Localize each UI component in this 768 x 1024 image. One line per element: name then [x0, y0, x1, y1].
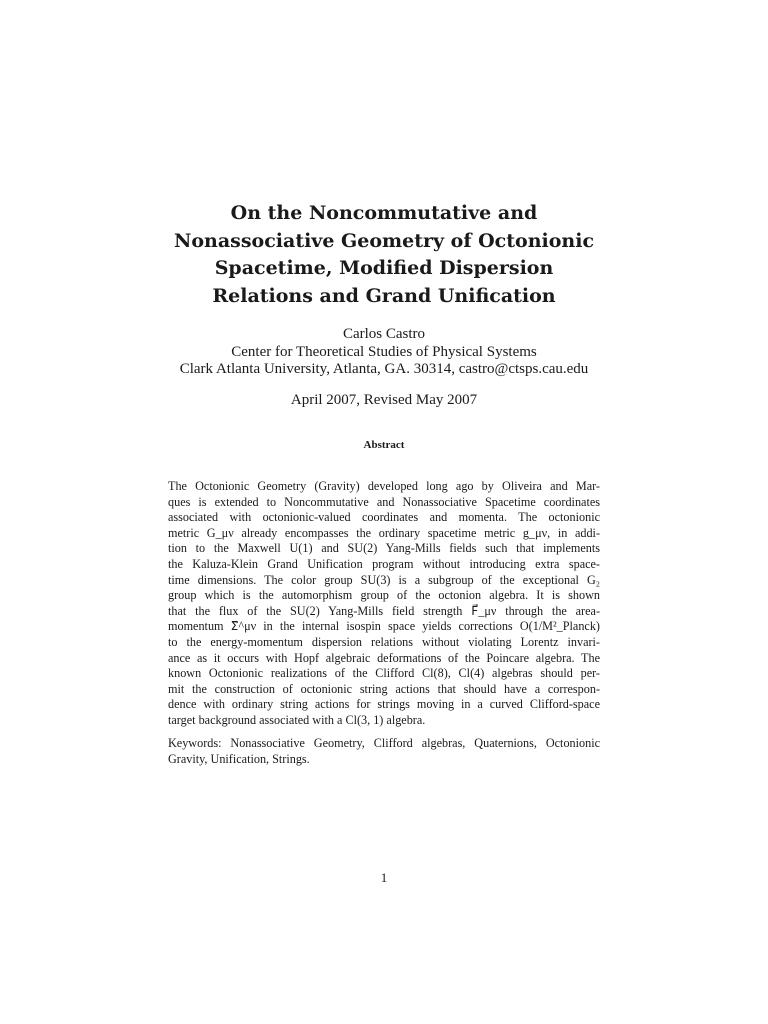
abstract-line: dence with ordinary string actions for strings moving in a curved Clifford-space	[168, 697, 600, 712]
keywords	[168, 736, 600, 767]
paper-title	[0, 200, 768, 310]
abstract-line: associated with octonionic-valued coordinates and momenta. The octonionic	[168, 510, 600, 525]
title-line: Spacetime, Modified Dispersion	[214, 257, 554, 279]
abstract-line: ques is extended to Noncommutative and Nonassociative Spacetime coordinates	[168, 494, 600, 509]
title-line: On the Noncommutative and	[230, 202, 538, 224]
abstract-line: known Octonionic realizations of the Clifford Cl(8), Cl(4) algebras should per-	[168, 666, 600, 681]
author-name: Carlos Castro	[342, 326, 426, 342]
abstract-line: metric G_μν already encompasses the ordinary spacetime metric g_μν, in addi-	[168, 525, 600, 540]
keywords-line: Keywords: Nonassociative Geometry, Clifford algebras, Quaternions, Octonionic	[168, 736, 600, 750]
page-number: 1	[380, 870, 388, 885]
paper-date: April 2007, Revised May 2007	[290, 392, 478, 408]
affiliation-line: Center for Theoretical Studies of Physical Systems	[231, 344, 537, 360]
abstract-line: tion to the Maxwell U(1) and SU(2) Yang-Mills fields such that implements	[168, 541, 600, 556]
title-line: Relations and Grand Unification	[212, 284, 556, 307]
abstract-line: to the energy-momentum dispersion relations without violating Lorentz invari-	[168, 634, 600, 649]
abstract-line: The Octonionic Geometry (Gravity) developed long ago by Oliveira and Mar-	[168, 479, 600, 493]
abstract-line: that the flux of the SU(2) Yang-Mills field strength F⃗_μν through the area-	[168, 603, 600, 618]
keywords-line: Gravity, Unification, Strings.	[168, 751, 310, 766]
abstract-line: momentum Σ⃗^μν in the internal isospin space yields corrections O(1/M²_Planck)	[168, 619, 600, 634]
title-line: Nonassociative Geometry of Octonionic	[173, 229, 595, 252]
abstract-body	[168, 479, 600, 729]
abstract-heading: Abstract	[363, 439, 405, 451]
abstract-line: the Kaluza-Klein Grand Unification program without introducing extra space-	[168, 556, 600, 571]
abstract-line: ance as it occurs with Hopf algebraic deformations of the Poincare algebra. The	[168, 650, 600, 665]
abstract-line: group which is the automorphism group of the octonion algebra. It is shown	[168, 588, 600, 603]
abstract-line: mit the construction of octonionic string actions that should have a correspon-	[168, 681, 600, 696]
affiliation-address: Clark Atlanta University, Atlanta, GA. 30314, castro@ctsps.cau.edu	[179, 361, 589, 377]
abstract-line: target background associated with a Cl(3, 1) algebra.	[168, 712, 426, 727]
abstract-line: time dimensions. The color group SU(3) is a subgroup of the exceptional G₂	[168, 572, 600, 587]
